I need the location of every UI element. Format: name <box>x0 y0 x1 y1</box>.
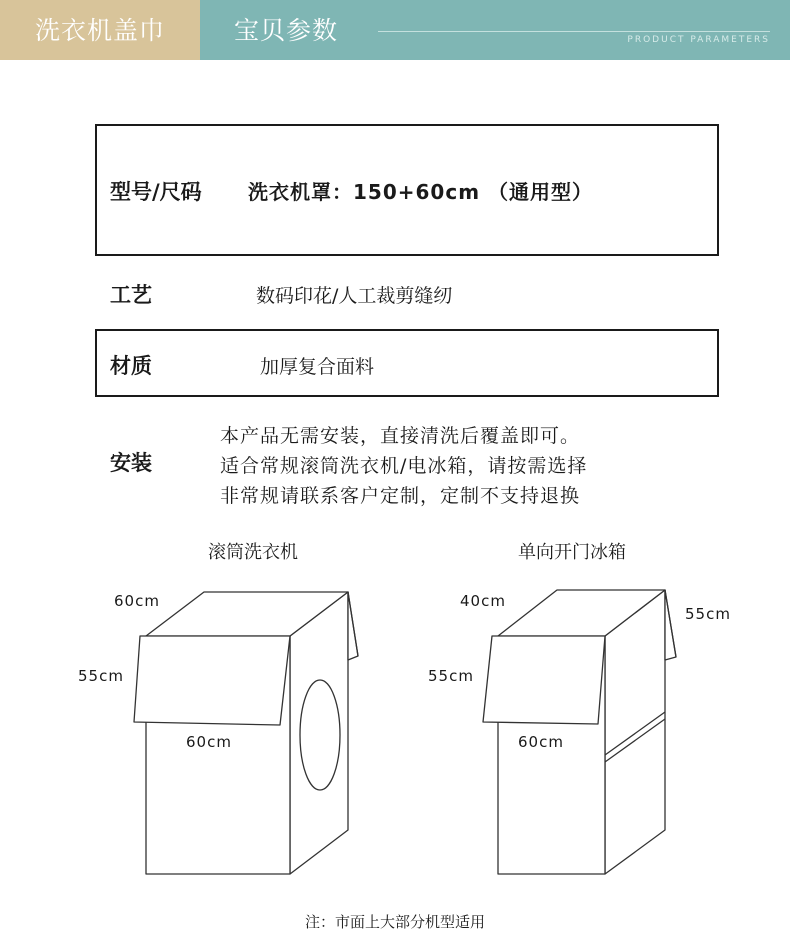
material-label: 材质 <box>110 354 152 378</box>
fridge-diagram <box>483 590 676 874</box>
washer-flap-height-dimension: 55cm <box>78 667 124 685</box>
fridge-flap-height-dimension: 55cm <box>428 667 474 685</box>
washer-front-width-dimension: 60cm <box>186 733 232 751</box>
material-value: 加厚复合面料 <box>260 356 375 378</box>
header-product-title: 洗衣机盖巾 <box>0 0 200 60</box>
washer-top-depth-dimension: 60cm <box>114 592 160 610</box>
install-label: 安装 <box>110 451 152 475</box>
header-section-subtitle: PRODUCT PARAMETERS <box>627 35 770 45</box>
fridge-front-width-dimension: 60cm <box>518 733 564 751</box>
craft-value: 数码印花/人工裁剪缝纫 <box>256 285 453 307</box>
fridge-back-height-dimension: 55cm <box>685 605 731 623</box>
install-line: 本产品无需安装，直接清洗后覆盖即可。 <box>220 425 581 447</box>
washer-diagram <box>134 592 358 874</box>
footnote: 注：市面上大部分机型适用 <box>304 913 485 931</box>
header-section-title: 宝贝参数 <box>234 16 339 45</box>
fridge-top-depth-dimension: 40cm <box>460 592 506 610</box>
washer-diagram-title: 滚筒洗衣机 <box>208 542 298 563</box>
fridge-diagram-title: 单向开门冰箱 <box>518 542 626 563</box>
size-label: 型号/尺码 <box>110 180 202 204</box>
install-line: 非常规请联系客户定制，定制不支持退换 <box>220 485 581 507</box>
craft-label: 工艺 <box>110 283 152 307</box>
install-line: 适合常规滚筒洗衣机/电冰箱，请按需选择 <box>220 455 588 477</box>
size-value: 洗衣机罩：150+60cm （通用型） <box>248 180 593 204</box>
